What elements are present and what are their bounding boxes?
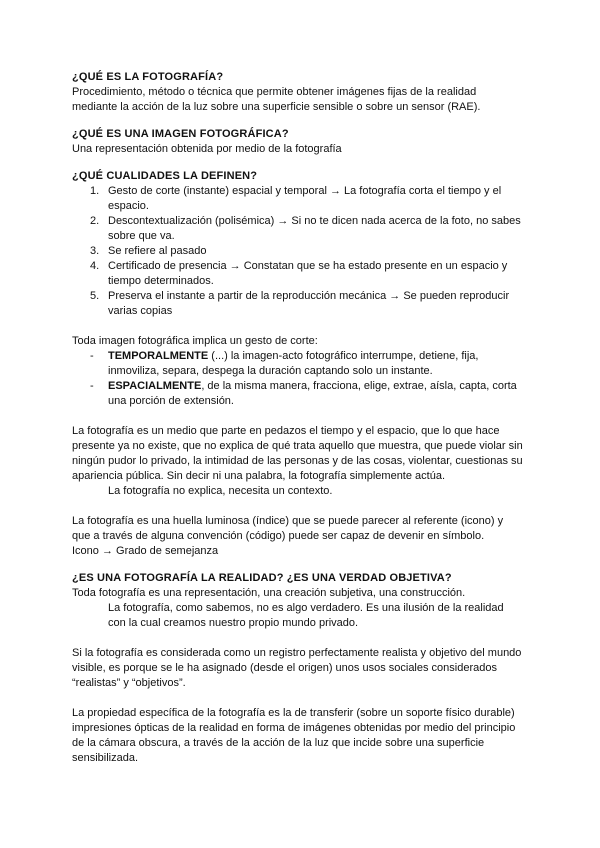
paragraph-line: presente ya no existe, que no explica de qué trata aquello que muestra, que puede violar sin bbox=[72, 440, 523, 452]
term-temporalmente: TEMPORALMENTE bbox=[108, 350, 209, 362]
paragraph-line: visible, es porque se le ha asignado (desde el origen) unos usos sociales considerados bbox=[72, 662, 497, 674]
list-item bbox=[72, 379, 532, 409]
paragraph-line: La fotografía es una huella luminosa (índice) que se puede parecer al referente (icono) y bbox=[72, 515, 504, 527]
paragraph-line: de la cámara obscura, a través de la acción de la luz que incide sobre una superficie bbox=[72, 737, 485, 749]
list-number: 2. bbox=[90, 215, 100, 227]
paragraph-line: impresiones ópticas de la realidad en forma de imágenes obtenidas por medio del principio bbox=[72, 722, 516, 734]
indented-quote-line: con la cual creamos nuestro propio mundo privado. bbox=[108, 617, 359, 629]
list-item-line: Preserva el instante a partir de la reproducción mecánica → Se pueden reproducir bbox=[108, 290, 510, 302]
list-item-line bbox=[108, 349, 532, 364]
term-espacialmente: ESPACIALMENTE bbox=[108, 380, 202, 392]
paragraph-line: que a través de alguna convención (código) puede ser capaz de devenir en símbolo. bbox=[72, 530, 485, 542]
list-item-line: Descontextualización (polisémica) → Si no te dicen nada acerca de la foto, no sabes bbox=[108, 215, 521, 227]
list-item bbox=[72, 214, 532, 244]
list-item bbox=[72, 259, 532, 289]
indented-quote-line: La fotografía, como sabemos, no es algo verdadero. Es una ilusión de la realidad bbox=[108, 602, 504, 614]
paragraph-line: sensibilizada. bbox=[72, 752, 139, 764]
list-item-line: Certificado de presencia → Constatan que se ha estado presente en un espacio y bbox=[108, 260, 508, 272]
heading-que-es-la-fotografia: ¿QUÉ ES LA FOTOGRAFÍA? bbox=[72, 71, 224, 83]
paragraph-line: Si la fotografía es considerada como un registro perfectamente realista y objetivo del mundo bbox=[72, 647, 522, 659]
list-item-line: Gesto de corte (instante) espacial y temporal → La fotografía corta el tiempo y el bbox=[108, 185, 502, 197]
indented-note: La fotografía no explica, necesita un contexto. bbox=[108, 485, 333, 497]
term-description: , de la misma manera, fracciona, elige, extrae, aísla, capta, corta bbox=[201, 380, 517, 392]
list-item-line: varias copias bbox=[108, 305, 173, 317]
list-item-line bbox=[108, 379, 532, 394]
list-item bbox=[72, 349, 532, 379]
list-item-line: espacio. bbox=[108, 200, 149, 212]
heading-que-es-una-imagen-fotografica: ¿QUÉ ES UNA IMAGEN FOTOGRÁFICA? bbox=[72, 128, 289, 140]
paragraph-line: mediante la acción de la luz sobre una superficie sensible o sobre un sensor (RAE). bbox=[72, 101, 481, 113]
list-item bbox=[72, 244, 532, 259]
paragraph-line: Procedimiento, método o técnica que permite obtener imágenes fijas de la realidad bbox=[72, 86, 477, 98]
paragraph-line: Toda fotografía es una representación, una creación subjetiva, una construcción. bbox=[72, 587, 466, 599]
paragraph-line: La propiedad específica de la fotografía es la de transferir (sobre un soporte físico durable) bbox=[72, 707, 515, 719]
list-dash: - bbox=[90, 380, 94, 392]
qualities-list bbox=[72, 184, 532, 319]
list-number: 5. bbox=[90, 290, 100, 302]
gesture-intro: Toda imagen fotográfica implica un gesto de corte: bbox=[72, 335, 318, 347]
list-number: 1. bbox=[90, 185, 100, 197]
paragraph-line: Icono → Grado de semejanza bbox=[72, 545, 219, 557]
paragraph-line: “realistas” y “objetivos”. bbox=[72, 677, 186, 689]
list-item-line: Se refiere al pasado bbox=[108, 245, 207, 257]
list-item-line: sobre que va. bbox=[108, 230, 175, 242]
list-item bbox=[72, 289, 532, 319]
list-item-line: inmoviliza, separa, despega la duración captando solo un instante. bbox=[108, 365, 433, 377]
heading-que-cualidades-la-definen: ¿QUÉ CUALIDADES LA DEFINEN? bbox=[72, 170, 258, 182]
paragraph-line: La fotografía es un medio que parte en pedazos el tiempo y el espacio, que lo que hace bbox=[72, 425, 500, 437]
paragraph-line: apariencia pública. Sin decir ni una palabra, la fotografía simplemente actúa. bbox=[72, 470, 446, 482]
list-item bbox=[72, 184, 532, 214]
gesture-list bbox=[72, 349, 532, 409]
list-item-line: una porción de extensión. bbox=[108, 395, 234, 407]
paragraph-line: Una representación obtenida por medio de la fotografía bbox=[72, 143, 342, 155]
list-dash: - bbox=[90, 350, 94, 362]
list-number: 3. bbox=[90, 245, 100, 257]
list-number: 4. bbox=[90, 260, 100, 272]
paragraph-line: ningún pudor lo privado, la intimidad de las personas y de las cosas, violentar, cuestionas su bbox=[72, 455, 523, 467]
list-item-line: tiempo determinados. bbox=[108, 275, 214, 287]
heading-es-una-fotografia-la-realidad: ¿ES UNA FOTOGRAFÍA LA REALIDAD? ¿ES UNA VERDAD OBJETIVA? bbox=[72, 572, 452, 584]
term-description: (...) la imagen-acto fotográfico interrumpe, detiene, fija, bbox=[208, 350, 479, 362]
document-page bbox=[72, 70, 532, 766]
